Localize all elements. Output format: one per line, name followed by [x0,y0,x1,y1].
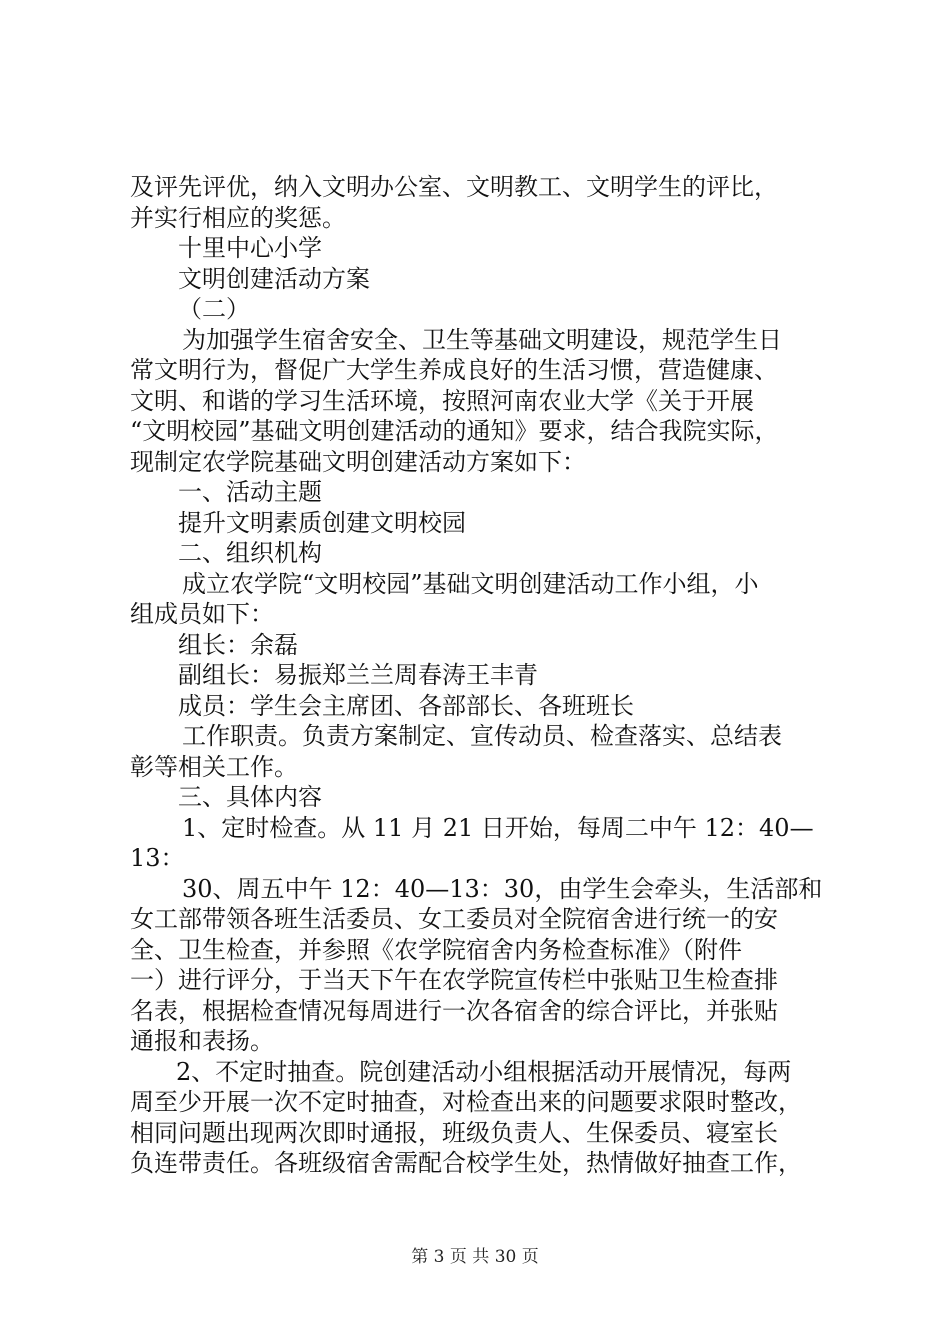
document-title: 文明创建活动方案 [178,264,370,293]
text-line: 全、卫生检查，并参照《农学院宿舍内务检查标准》（附件 [130,935,742,964]
text-line: 周至少开展一次不定时抽查，对检查出来的问题要求限时整改， [130,1088,802,1116]
text-line: 组长：余磊 [178,630,298,659]
text-line: 名表，根据检查情况每周进行一次各宿舍的综合评比，并张贴 [130,996,778,1025]
heading-specific-content: 三、具体内容 [178,783,322,811]
text-line: “文明校园”基础文明创建活动的通知》要求，结合我院实际， [130,417,779,445]
text-line: 一）进行评分，于当天下午在农学院宣传栏中张贴卫生检查排 [130,966,778,994]
document-body [130,172,830,1179]
page-footer: 第 3 页 共 30 页 [411,1247,539,1267]
text-line: 成立农学院“文明校园”基础文明创建活动工作小组，小 [182,569,759,598]
text-line: 常文明行为，督促广大学生养成良好的生活习惯，营造健康、 [130,356,778,384]
text-line: 成员：学生会主席团、各部部长、各班班长 [178,691,634,720]
text-line: 工作职责。负责方案制定、宣传动员、检查落实、总结表 [182,722,782,750]
heading-organization: 二、组织机构 [178,539,322,567]
text-line: 现制定农学院基础文明创建活动方案如下： [130,447,586,476]
section-number: （二） [178,295,250,323]
text-line: 副组长：易振郑兰兰周春涛王丰青 [178,661,538,689]
text-line: 1、定时检查。从 11 月 21 日开始，每周二中午 12：40— [182,813,814,842]
text-line: 并实行相应的奖惩。 [130,203,346,232]
text-line: 30、周五中午 12：40—13：30，由学生会牵头，生活部和 [182,874,823,903]
text-line: 组成员如下： [130,600,274,628]
text-line: 通报和表扬。 [130,1027,274,1055]
school-name: 十里中心小学 [178,234,322,262]
text-line: 女工部带领各班生活委员、女工委员对全院宿舍进行统一的安 [130,905,778,933]
text-line: 13： [130,844,185,872]
text-line: 负连带责任。各班级宿舍需配合校学生处，热情做好抽查工作， [130,1149,802,1177]
text-line: 及评先评优，纳入文明办公室、文明教工、文明学生的评比， [130,173,778,201]
text-line: 相同问题出现两次即时通报，班级负责人、生保委员、寝室长 [130,1118,778,1147]
text-line: 彰等相关工作。 [130,752,298,781]
text-line: 文明、和谐的学习生活环境，按照河南农业大学《关于开展 [130,386,754,415]
heading-activity-theme: 一、活动主题 [178,478,322,506]
text-line: 2、不定时抽查。院创建活动小组根据活动开展情况，每两 [176,1057,792,1086]
text-line: 提升文明素质创建文明校园 [178,508,466,537]
text-line: 为加强学生宿舍安全、卫生等基础文明建设，规范学生日 [182,325,782,354]
